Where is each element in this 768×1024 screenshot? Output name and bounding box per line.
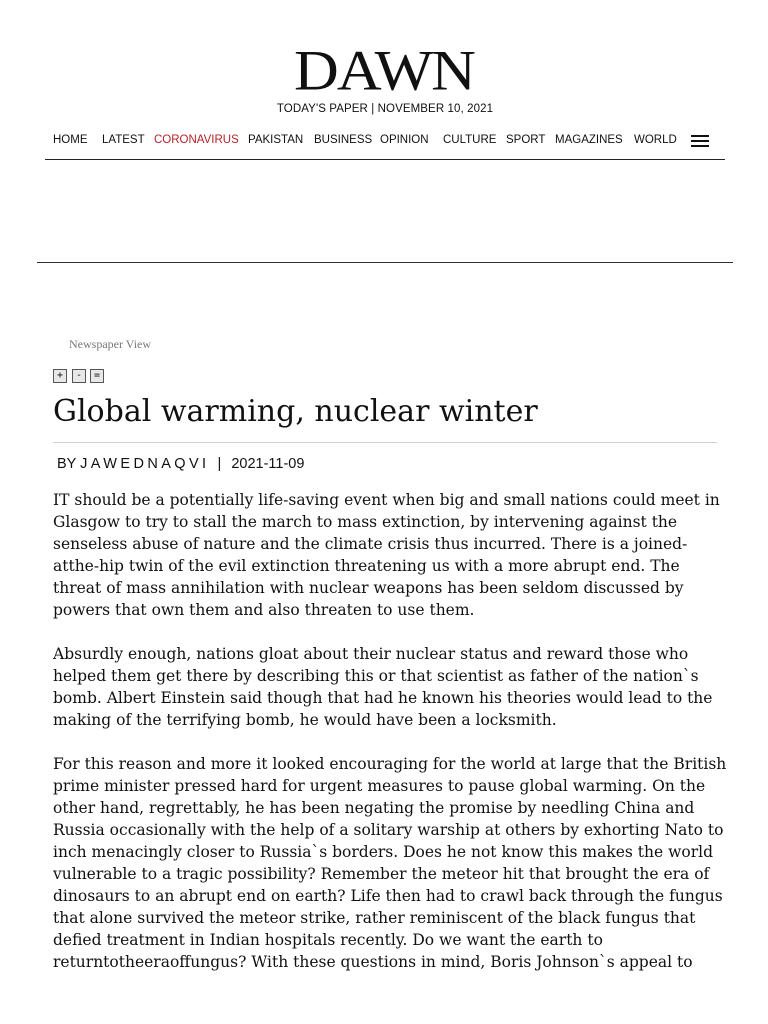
paragraph-line: helped them get there by describing this or that scientist as father of the nation`s xyxy=(53,667,699,685)
paragraph-line: other hand, regrettably, he has been negating the promise by needling China and xyxy=(53,799,695,817)
byline-prefix: BY xyxy=(57,456,77,472)
nav-item-culture[interactable]: CULTURE xyxy=(443,134,497,146)
paragraph-line: threat of mass annihilation with nuclear weapons has been seldom discussed by xyxy=(53,579,684,597)
todays-paper-date[interactable]: TODAY'S PAPER | NOVEMBER 10, 2021 xyxy=(276,103,494,115)
dawn-logo[interactable]: DAWN xyxy=(294,39,474,103)
byline-separator: | xyxy=(217,456,222,472)
nav-item-magazines[interactable]: MAGAZINES xyxy=(555,134,623,146)
paragraph-line: For this reason and more it looked encouraging for the world at large that the British xyxy=(53,755,727,773)
paragraph-line: dinosaurs to an abrupt end on earth? Life then had to crawl back through the fungus xyxy=(53,887,723,905)
masthead xyxy=(0,40,768,102)
paragraph-line: atthe-hip twin of the evil extinction threatening us with a more abrupt end. The xyxy=(53,557,680,575)
paragraph-line: Absurdly enough, nations gloat about their nuclear status and reward those who xyxy=(53,645,689,663)
paragraph-line: inch menacingly closer to Russia`s borders. Does he not know this makes the world xyxy=(53,843,713,861)
nav-item-business[interactable]: BUSINESS xyxy=(314,134,373,146)
nav-item-world[interactable]: WORLD xyxy=(634,134,677,146)
nav-item-sport[interactable]: SPORT xyxy=(506,134,546,146)
byline-author[interactable]: JAWEDNAQVI xyxy=(80,456,210,472)
headline-divider xyxy=(53,442,717,443)
article-body xyxy=(53,489,733,995)
article-byline xyxy=(57,456,304,472)
article-headline: Global warming, nuclear winter xyxy=(53,394,538,429)
paragraph-line: prime minister pressed hard for urgent measures to pause global warming. On the xyxy=(53,777,706,795)
paragraph-line: Glasgow to try to stall the march to mass extinction, by intervening against the xyxy=(53,513,678,531)
paragraph-line: that alone survived the meteor strike, rather reminiscent of the black fungus that xyxy=(53,909,696,927)
article-paragraph xyxy=(53,643,733,731)
paragraph-line: returntotheeraoffungus? With these questions in mind, Boris Johnson`s appeal to xyxy=(53,953,693,971)
nav-item-pakistan[interactable]: PAKISTAN xyxy=(248,134,304,146)
article-paragraph xyxy=(53,489,733,621)
ad-section-divider xyxy=(37,262,733,263)
paragraph-line: defied treatment in Indian hospitals recently. Do we want the earth to xyxy=(53,931,603,949)
nav-item-coronavirus[interactable]: CORONAVIRUS xyxy=(154,134,239,146)
byline-date: 2021-11-09 xyxy=(231,456,305,472)
paragraph-line: bomb. Albert Einstein said though that had he known his theories would lead to the xyxy=(53,689,713,707)
paragraph-line: making of the terrifying bomb, he would have been a locksmith. xyxy=(53,711,557,729)
paragraph-line: Russia occasionally with the help of a solitary warship at others by exhorting Nato to xyxy=(53,821,724,839)
hamburger-menu-icon[interactable] xyxy=(691,135,709,148)
paragraph-line: vulnerable to a tragic possibility? Remember the meteor hit that brought the era of xyxy=(53,865,710,883)
paragraph-line: senseless abuse of nature and the climate crisis thus incurred. There is a joined- xyxy=(53,535,688,553)
font-reset-button[interactable]: = xyxy=(90,369,104,383)
article-paragraph xyxy=(53,753,733,973)
paragraph-line: IT should be a potentially life-saving event when big and small nations could meet in xyxy=(53,491,720,509)
newspaper-view-link[interactable]: Newspaper View xyxy=(69,337,152,351)
nav-item-home[interactable]: HOME xyxy=(53,134,88,146)
font-increase-button[interactable]: + xyxy=(53,369,67,383)
paragraph-line: powers that own them and also threaten to use them. xyxy=(53,601,475,619)
font-decrease-button[interactable]: - xyxy=(72,369,86,383)
nav-item-latest[interactable]: LATEST xyxy=(102,134,145,146)
main-navigation xyxy=(45,122,725,160)
nav-item-opinion[interactable]: OPINION xyxy=(380,134,429,146)
